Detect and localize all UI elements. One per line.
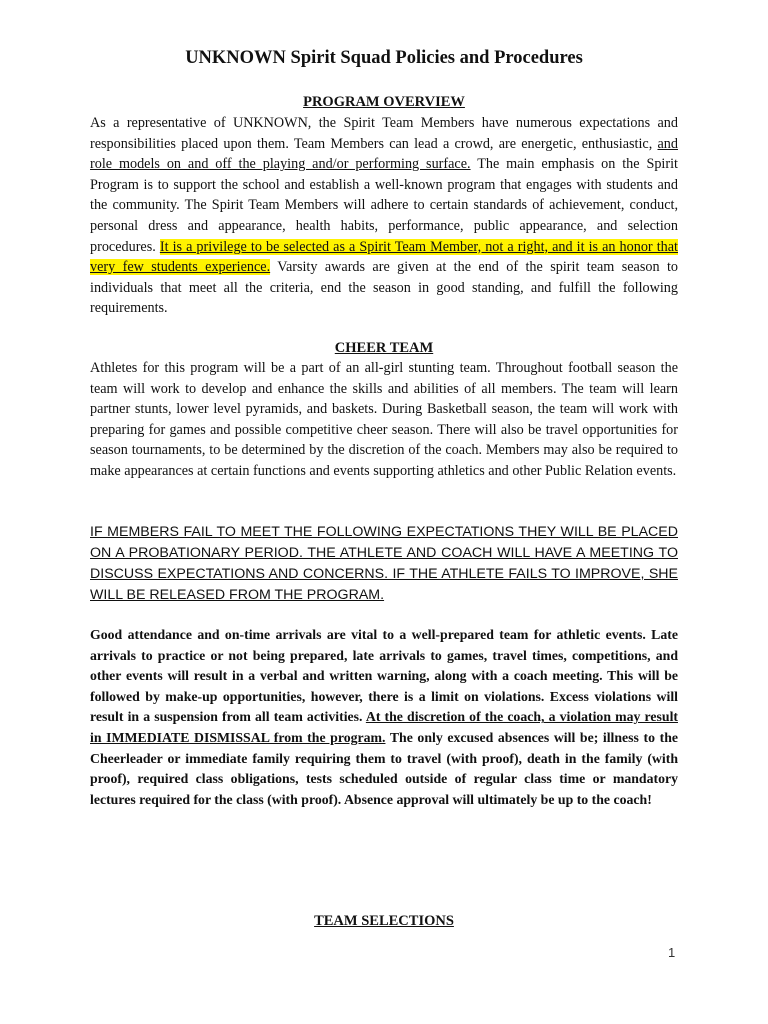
attendance-text-2: The only excused absences will be; illness to the Cheerleader or immediate family requiring them to travel (with proof), death in the family (with proof), required class obligations, tests scheduled outside of regular class time or mandatory lectures required for the class (with proof). Absence approval will ultimately be up to the coach! bbox=[90, 729, 678, 807]
probation-warning: IF MEMBERS FAIL TO MEET THE FOLLOWING EXPECTATIONS THEY WILL BE PLACED ON A PROBATIONARY PERIOD. THE ATHLETE AND COACH WILL HAVE A MEETING TO DISCUSS EXPECTATIONS AND CONCERNS. IF THE ATHLETE FAILS TO IMPROVE, SHE WILL BE RELEASED FROM THE PROGRAM. bbox=[90, 524, 678, 603]
program-overview-text-3: Varsity awards are given at the end of the spirit team season to individuals that meet all the criteria, end the season in good standing, and fulfill the following requirements. bbox=[90, 259, 678, 317]
page-number: 1 bbox=[668, 945, 676, 960]
team-selections-heading: TEAM SELECTIONS bbox=[314, 913, 454, 929]
program-overview-underlined-text: and role models on and off the playing and/or performing surface. bbox=[90, 135, 678, 173]
cheer-team-heading: CHEER TEAM bbox=[334, 340, 434, 356]
program-overview-highlighted-text: It is a privilege to be selected as a Spirit Team Member, not a right, and it is an honor that very few students experience. bbox=[90, 238, 678, 276]
attendance-dismissal-text: At the discretion of the coach, a violation may result in IMMEDIATE DISMISSAL from the program. bbox=[90, 709, 678, 745]
attendance-paragraph bbox=[90, 625, 678, 810]
program-overview-heading: PROGRAM OVERVIEW bbox=[303, 94, 465, 110]
program-overview-text-1: As a representative of UNKNOWN, the Spirit Team Members have numerous expectations and responsibilities placed upon them. Team Members can lead a crowd, are energetic, enthusiastic, bbox=[90, 115, 678, 152]
program-overview-text-2: The main emphasis on the Spirit Program is to support the school and establish a well-known program that engages with students and the community. The Spirit Team Members will adhere to certain standards of achievement, conduct, personal dress and appearance, health habits, performance, public appearance, and selection procedures. bbox=[90, 156, 678, 255]
cheer-team-paragraph: Athletes for this program will be a part of an all-girl stunting team. Throughout football season the team will work to develop and enhance the skills and abilities of all members. The team will learn partner stunts, lower level pyramids, and baskets. During Basketball season, the team will work with preparing for games and possible competitive cheer season. There will also be travel opportunities for season tournaments, to be determined by the discretion of the coach. Members may also be required to make appearances at certain functions and events supporting athletics and other Public Relation events. bbox=[90, 360, 678, 479]
program-overview-paragraph bbox=[90, 113, 678, 319]
attendance-text-1: Good attendance and on-time arrivals are vital to a well-prepared team for athletic events. Late arrivals to practice or not being prepared, late arrivals to games, travel times, competitions, and other events will result in a verbal and written warning, along with a coach meeting. This will be followed by make-up opportunities, however, there is a limit on violations. Excess violations will result in a suspension from all team activities. bbox=[90, 627, 678, 725]
document-title: UNKNOWN Spirit Squad Policies and Procedures bbox=[185, 48, 583, 68]
